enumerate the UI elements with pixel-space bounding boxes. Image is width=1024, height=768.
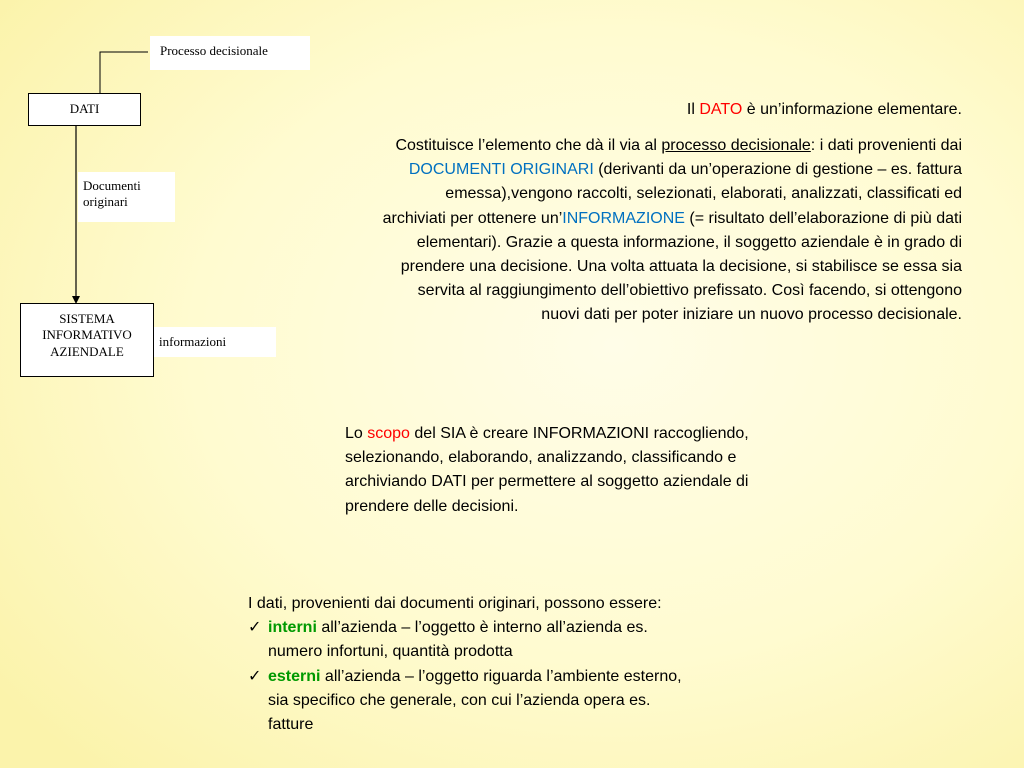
- dato-desc-part-d: (= risultato dell’elaborazione di più dati elementari). Grazie a questa informazione, il soggetto aziendale è in grado di prendere una decisione. Una volta attuata la decisione, si stabilisce se essa sia servita al raggiungimento dell’obiettivo prefissato. Così facendo, si ottengono nuovi dati per poter iniziare un nuovo processo decisionale.: [400, 209, 962, 324]
- scopo-paragraph: [345, 422, 783, 519]
- informazione-term: INFORMAZIONE: [562, 209, 685, 227]
- informazioni-label: informazioni: [159, 334, 227, 349]
- processo-decisionale-box: [150, 36, 310, 70]
- checkmark-icon: ✓: [248, 667, 262, 685]
- esterni-line3: fatture: [268, 716, 314, 734]
- dati-types-section: [248, 592, 808, 737]
- dato-desc-part-c: (derivanti da un’operazione di gestione – es. fattura emessa),vengono raccolti, selezionati, elaborati, analizzati, classificati ed archiviati per ottenere un’: [382, 161, 962, 227]
- sistema-line1: SISTEMA: [59, 311, 115, 326]
- documenti-label-line2: originari: [83, 194, 128, 210]
- esterni-line2: sia specifico che generale, con cui l’azienda opera es.: [268, 691, 651, 709]
- scopo-highlight: scopo: [367, 425, 410, 442]
- documenti-originari-term: DOCUMENTI ORIGINARI: [408, 161, 594, 179]
- list-item-interni: [248, 616, 808, 640]
- sistema-line3: AZIENDALE: [50, 343, 124, 359]
- dato-desc-part-a: Costituisce l’elemento che dà il via al: [395, 137, 662, 154]
- processo-decisionale-label: Processo decisionale: [160, 43, 268, 58]
- dati-types-intro: I dati, provenienti dai documenti originari, possono essere:: [248, 595, 662, 612]
- informazioni-box: [154, 327, 276, 357]
- dato-highlight: DATO: [699, 101, 743, 118]
- dato-desc-part-b: : i dati provenienti dai: [810, 137, 962, 154]
- scopo-after: del SIA è creare INFORMAZIONI raccogliendo, selezionando, elaborando, analizzando, classificando e archiviando DATI per permettere al soggetto aziendale di prendere delle decisioni.: [345, 425, 749, 515]
- list-item-esterni: [248, 665, 808, 689]
- processo-decisionale-term: processo decisionale: [661, 137, 811, 154]
- dato-intro-before: Il: [686, 101, 700, 118]
- dato-description: [378, 134, 962, 328]
- esterni-line1: all’azienda – l’oggetto riguarda l’ambiente esterno,: [320, 667, 682, 685]
- dato-intro: [560, 98, 962, 122]
- esterni-term: esterni: [268, 667, 321, 685]
- interni-line1: all’azienda – l’oggetto è interno all’azienda es.: [316, 619, 648, 637]
- dati-label: DATI: [69, 101, 100, 116]
- documenti-originari-box: [78, 172, 175, 222]
- interni-line2: numero infortuni, quantità prodotta: [268, 643, 513, 661]
- scopo-before: Lo: [345, 425, 368, 442]
- sistema-line2: INFORMATIVO: [42, 327, 132, 343]
- checkmark-icon: ✓: [248, 619, 262, 637]
- connector-dati-processo: [100, 52, 148, 95]
- dati-box: [28, 93, 141, 126]
- documenti-label-line1: Documenti: [83, 178, 141, 193]
- sistema-informativo-box: [20, 303, 154, 377]
- dato-intro-after: è un’informazione elementare.: [742, 101, 962, 118]
- interni-term: interni: [268, 619, 317, 637]
